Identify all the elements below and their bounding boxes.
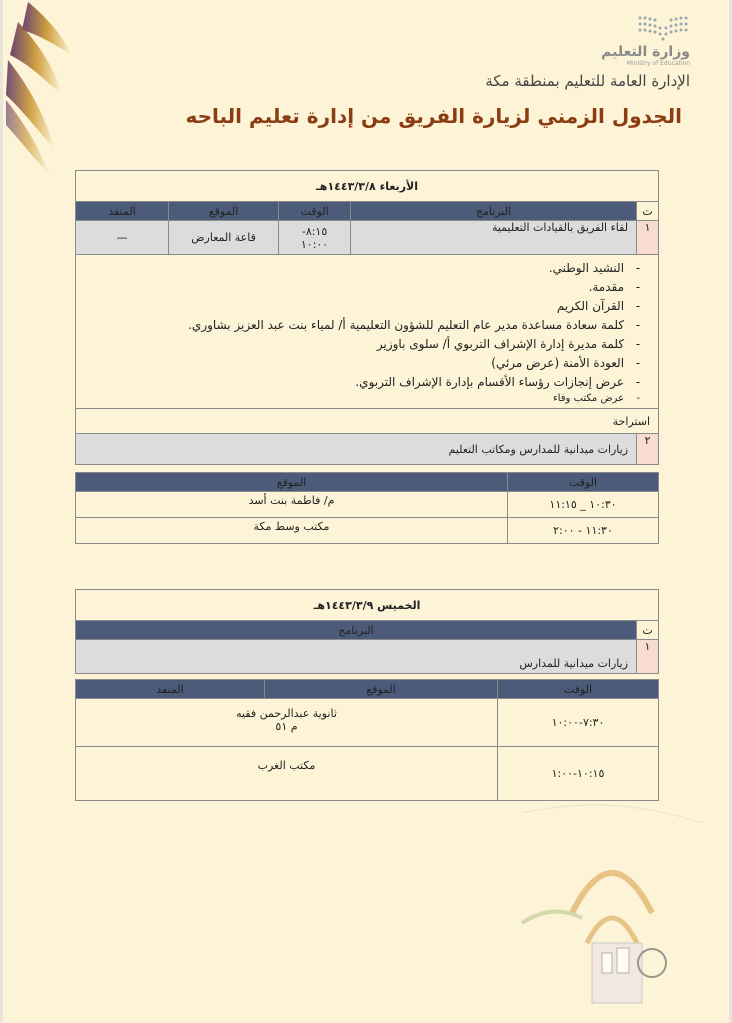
day1-visits-table	[75, 472, 659, 544]
col-header-location: الموقع	[265, 680, 498, 699]
ministry-logo	[601, 14, 690, 67]
ministry-name-en: Ministry of Education	[626, 60, 690, 67]
visit-location-line: م ٥١	[275, 720, 298, 733]
agenda-item: - العودة الأمنة (عرض مرئي)	[76, 354, 640, 373]
visit-time: ١٠:١٥-١:٠٠	[498, 747, 659, 801]
day2-schedule-table	[75, 589, 659, 674]
row-number: ١	[637, 640, 659, 674]
region-name: الإدارة العامة للتعليم بمنطقة مكة	[485, 72, 690, 90]
ministry-name-ar: وزارة التعليم	[601, 44, 690, 60]
architecture-sketch-decoration	[512, 793, 712, 1013]
ministry-dots-icon	[636, 14, 690, 42]
day1-heading: الأربعاء ١٤٤٣/٣/٨هـ	[76, 171, 659, 202]
visit-location: مكتب وسط مكة	[76, 518, 508, 544]
agenda-item: - عرض إنجازات رؤساء الأقسام بإدارة الإشراف التربوي.	[76, 373, 640, 392]
executor-cell: —	[76, 221, 169, 255]
agenda-list	[76, 259, 658, 406]
visit-time: ٧:٣٠-١٠:٠٠	[498, 699, 659, 747]
col-header-t: ت	[637, 202, 659, 221]
visit-time: ١١:٣٠ - ٢:٠٠	[508, 518, 659, 544]
visit-location-line: ثانوية عبدالرحمن فقيه	[236, 707, 337, 720]
visit-time: ١٠:٣٠ _ ١١:١٥	[508, 492, 659, 518]
row-number: ١	[637, 221, 659, 255]
page-title: الجدول الزمني لزيارة الفريق من إدارة تعليم الباحه	[185, 104, 682, 128]
feather-decoration	[0, 0, 100, 180]
agenda-item: - كلمة مديرة إدارة الإشراف التربوي أ/ سلوى باوزير	[76, 335, 640, 354]
col-header-program: البرنامج	[351, 202, 637, 221]
day2-visits-table	[75, 679, 659, 801]
col-header-time: الوقت	[508, 473, 659, 492]
day1-schedule-table	[75, 170, 659, 465]
time-end: ١٠:٠٠	[300, 237, 329, 251]
agenda-items-cell	[76, 255, 659, 409]
break-cell: استراحة	[76, 409, 659, 434]
agenda-item: - القرآن الكريم	[76, 297, 640, 316]
program-cell: لقاء الفريق بالقيادات التعليمية	[351, 221, 637, 255]
col-header-executor: المنفذ	[76, 680, 265, 699]
time-start: ٨:١٥-	[301, 224, 328, 238]
location-cell: قاعة المعارض	[169, 221, 279, 255]
day2-heading: الخميس ١٤٤٣/٣/٩هـ	[76, 590, 659, 621]
program-cell: زيارات ميدانية للمدارس	[76, 640, 637, 674]
col-header-time: الوقت	[498, 680, 659, 699]
col-header-location: الموقع	[169, 202, 279, 221]
visit-location: م/ فاطمة بنت أسد	[76, 492, 508, 518]
time-cell	[279, 221, 351, 255]
col-header-time: الوقت	[279, 202, 351, 221]
agenda-item: - مقدمة.	[76, 278, 640, 297]
col-header-executor: المنفذ	[76, 202, 169, 221]
col-header-location: الموقع	[76, 473, 508, 492]
col-header-program: البرنامج	[76, 621, 637, 640]
visit-location: مكتب الغرب	[76, 747, 498, 801]
program-cell: زيارات ميدانية للمدارس ومكاتب التعليم	[76, 434, 637, 465]
agenda-item: - عرض مكتب وفاء	[76, 392, 640, 406]
agenda-item: - كلمة سعادة مساعدة مدير عام التعليم للشؤون التعليمية أ/ لمياء بنت عبد العزيز بشاوري.	[76, 316, 640, 335]
agenda-item: - النشيد الوطني.	[76, 259, 640, 278]
row-number: ٢	[637, 434, 659, 465]
visit-location	[76, 699, 498, 747]
col-header-t: ت	[637, 621, 659, 640]
